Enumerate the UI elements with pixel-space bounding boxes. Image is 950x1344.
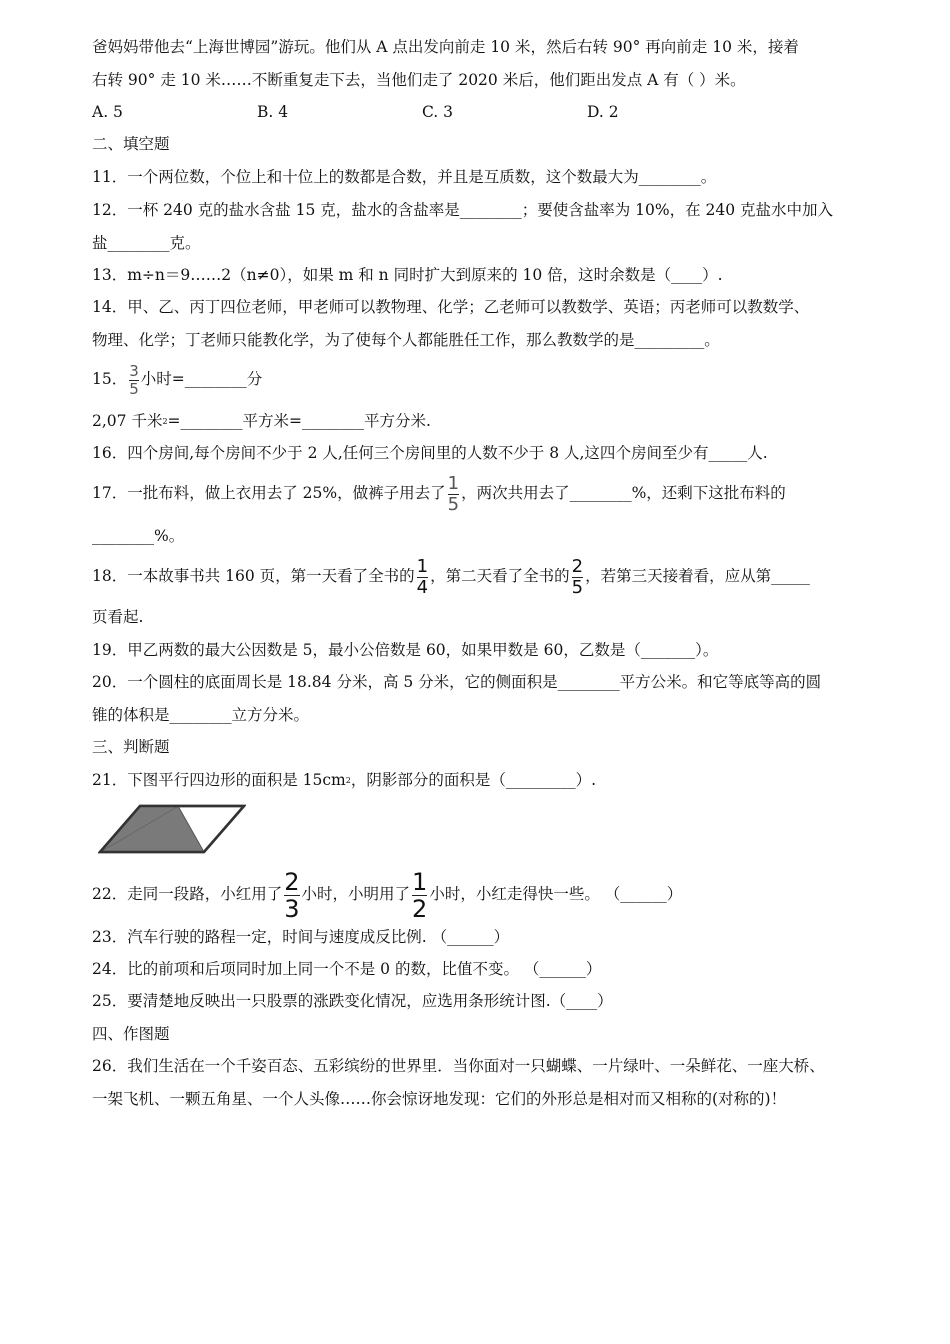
q17-line2: ________%。: [92, 527, 185, 545]
q19: 19．甲乙两数的最大公因数是 5，最小公倍数是 60，如果甲数是 60，乙数是（_______）。: [92, 641, 719, 659]
fraction-1-5: $\frac{1}{5}$: [447, 472, 460, 515]
q23: 23．汽车行驶的路程一定，时间与速度成反比例. （______）: [92, 928, 510, 946]
fraction-1-4: $\frac{1}{4}$: [416, 555, 429, 598]
q22: 22．走同一段路，小红用了 $\frac{2}{3}$ 小时，小明用了 $\frac{1}{2}$ 小时，小红走得快一些。 （______）: [92, 867, 683, 923]
q13: 13．m÷n＝9……2（n≠0），如果 m 和 n 同时扩大到原来的 10 倍，这时余数是（____）.: [92, 266, 723, 284]
q17-line1: 17．一批布料，做上衣用去了 25%，做裤子用去了 $\frac{1}{5}$ ，两次共用去了________%，还剩下这批布料的: [92, 472, 786, 515]
q20-line1: 20．一个圆柱的底面周长是 18.84 分米，高 5 分米，它的侧面积是________平方公米。和它等底等高的圆: [92, 673, 822, 691]
q12-line1: 12．一杯 240 克的盐水含盐 15 克，盐水的含盐率是________；要使含盐率为 10%，在 240 克盐水中加入: [92, 201, 834, 219]
fraction-2-3: $\frac{2}{3}$: [284, 867, 300, 923]
option-b: B. 4: [257, 103, 289, 121]
q10-options: [92, 102, 792, 122]
q11: 11．一个两位数，个位上和十位上的数都是合数，并且是互质数，这个数最大为________。: [92, 168, 717, 186]
q15: 15． $\frac{3}{5}$ 小时=________分: [92, 361, 263, 398]
q24: 24．比的前项和后项同时加上同一个不是 0 的数，比值不变。 （______）: [92, 960, 602, 978]
section-title-judgement: 三、判断题: [92, 738, 170, 756]
q10-line1: 爸妈妈带他去“上海世博园”游玩。他们从 A 点出发向前走 10 米，然后右转 90° 再向前走 10 米，接着: [92, 38, 799, 56]
section-title-drawing: 四、作图题: [92, 1025, 170, 1043]
fraction-3-5: $\frac{3}{5}$: [129, 361, 139, 398]
q10-line2: 右转 90° 走 10 米……不断重复走下去，当他们走了 2020 米后，他们距出发点 A 有（ ）米。: [92, 71, 746, 89]
q14-line1: 14．甲、乙、丙丁四位老师，甲老师可以教物理、化学；乙老师可以教数学、英语；丙老师可以教数学、: [92, 298, 810, 316]
q21: 21．下图平行四边形的面积是 $15cm^2$，阴影部分的面积是（_________）.: [92, 771, 597, 789]
q25: 25．要清楚地反映出一只股票的涨跌变化情况，应选用条形统计图.（____）: [92, 992, 613, 1010]
q16: 16．四个房间,每个房间不少于 2 人,任何三个房间里的人数不少于 8 人,这四个房间至少有_____人.: [92, 444, 768, 462]
q12-line2: 盐________克。: [92, 234, 201, 252]
q14-line2: 物理、化学；丁老师只能教化学，为了使每个人都能胜任工作，那么教数学的是_________。: [92, 331, 720, 349]
q18-line1: 18．一本故事书共 160 页，第一天看了全书的 $\frac{1}{4}$ ，第二天看了全书的 $\frac{2}{5}$ ，若第三天接着看，应从第_____: [92, 555, 810, 598]
fraction-2-5: $\frac{2}{5}$: [571, 555, 584, 598]
option-d: D. 2: [587, 103, 619, 121]
q18-line2: 页看起.: [92, 608, 144, 626]
fraction-1-2: $\frac{1}{2}$: [412, 867, 428, 923]
section-title-fill-blank: 二、填空题: [92, 135, 170, 153]
q26-line2: 一架飞机、一颗五角星、一个人头像……你会惊讶地发现：它们的外形总是相对而又相称的(对称的)！: [92, 1090, 787, 1108]
option-a: A. 5: [92, 103, 123, 121]
q26-line1: 26．我们生活在一个千姿百态、五彩缤纷的世界里．当你面对一只蝴蝶、一片绿叶、一朵鲜花、一座大桥、: [92, 1057, 825, 1075]
parallelogram-figure: [98, 800, 246, 858]
q15-area-conversion: 2,07 千米$^2$=________平方米=________平方分米.: [92, 412, 431, 430]
q20-line2: 锥的体积是________立方分米。: [92, 706, 310, 724]
option-c: C. 3: [422, 103, 454, 121]
